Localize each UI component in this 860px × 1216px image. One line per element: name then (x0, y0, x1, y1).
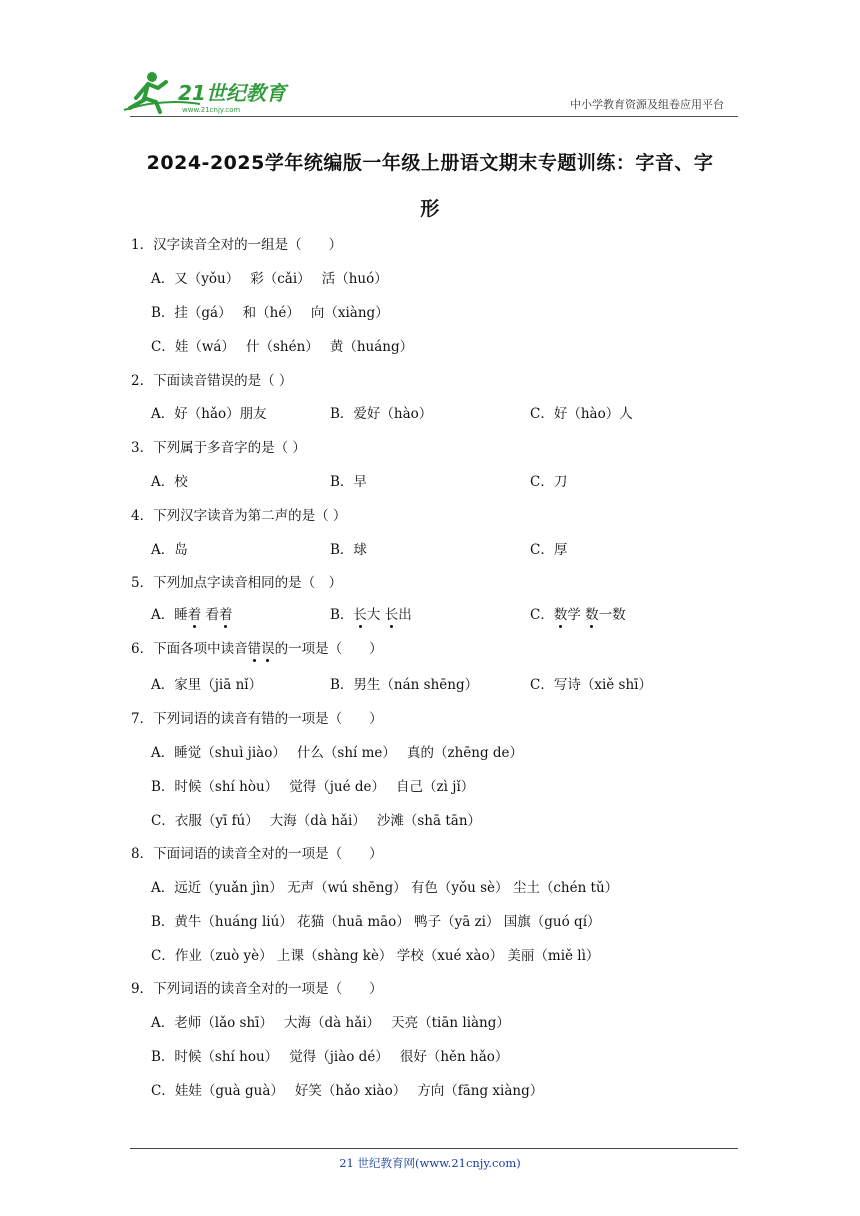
q4-option-a: A．岛 (151, 542, 188, 558)
question-5: 5．下列加点字读音相同的是（ ） (131, 575, 343, 591)
question-2: 2．下面读音错误的是（ ） (131, 373, 293, 389)
q1-option-b: B．挂（gá） 和（hé） 向（xiàng） (151, 305, 389, 321)
q6-option-c: C．写诗（xiě shī） (530, 677, 652, 693)
question-6: 6．下面各项中读音错误的一项是（ ） (131, 637, 383, 657)
logo-text: 21世纪教育 (178, 81, 286, 105)
q8-option-b: B．黄牛（huáng liú） 花猫（huā māo） 鸭子（yā zi） 国旗（guó qí） (151, 914, 601, 930)
q5-option-c: C．数学 数一数 (530, 603, 626, 623)
dotted-char: 着 (219, 603, 233, 623)
question-1: 1．汉字读音全对的一组是（ ） (131, 237, 343, 253)
page-title (130, 140, 730, 232)
question-4: 4．下列汉字读音为第二声的是（ ） (131, 508, 347, 524)
q2-option-a: A．好（hǎo）朋友 (151, 406, 267, 422)
q6-option-a: A．家里（jiā nǐ） (151, 677, 263, 693)
footer-link[interactable]: 21 世纪教育网(www.21cnjy.com) (339, 1156, 521, 1170)
question-7: 7．下列词语的读音有错的一项是（ ） (131, 711, 383, 727)
dotted-char: 数 (585, 603, 599, 623)
q3-option-a: A．校 (151, 474, 188, 490)
q9-option-b: B．时候（shí hou） 觉得（jiào dé） 很好（hěn hǎo） (151, 1049, 509, 1065)
brand-logo (122, 68, 322, 114)
q4-option-c: C．厚 (530, 542, 568, 558)
footer-divider (130, 1148, 738, 1149)
q7-option-b: B．时候（shí hòu） 觉得（jué de） 自己（zì jǐ） (151, 779, 475, 795)
question-3: 3．下列属于多音字的是（ ） (131, 440, 306, 456)
q2-option-b: B．爱好（hào） (330, 406, 433, 422)
question-9: 9．下列词语的读音全对的一项是（ ） (131, 981, 383, 997)
question-8: 8．下面词语的读音全对的一项是（ ） (131, 846, 383, 862)
dotted-char: 着 (188, 603, 202, 623)
platform-name: 中小学教育资源及组卷应用平台 (570, 98, 724, 111)
q2-option-c: C．好（hào）人 (530, 406, 633, 422)
q8-option-a: A．远近（yuǎn jìn） 无声（wú shēng） 有色（yǒu sè） 尘土（chén tǔ） (151, 880, 619, 896)
q3-option-c: C．刀 (530, 474, 568, 490)
q1-option-c: C．娃（wá） 什（shén） 黄（huáng） (151, 339, 414, 355)
q6-option-b: B．男生（nán shēng） (330, 677, 479, 693)
q5-option-b: B．长大 长出 (330, 603, 412, 623)
header-divider (130, 116, 738, 117)
dotted-char: 数 (554, 603, 568, 623)
q7-option-a: A．睡觉（shuì jiào） 什么（shí me） 真的（zhēng de） (151, 745, 524, 761)
page-header (122, 62, 738, 118)
title-line-1: 2024-2025学年统编版一年级上册语文期末专题训练：字音、字 (146, 152, 714, 174)
q5-option-a: A．睡着 看着 (151, 603, 233, 623)
q9-option-c: C．娃娃（guà guà） 好笑（hǎo xiào） 方向（fāng xiàng） (151, 1083, 544, 1099)
logo-subtext: www.21cnjy.com (182, 106, 241, 114)
dotted-char: 长 (385, 603, 399, 623)
q7-option-c: C．衣服（yī fú） 大海（dà hǎi） 沙滩（shā tān） (151, 813, 482, 829)
q3-option-b: B．早 (330, 474, 367, 490)
dotted-char: 误 (261, 637, 275, 657)
q9-option-a: A．老师（lǎo shī） 大海（dà hǎi） 天亮（tiān liàng） (151, 1015, 510, 1031)
q4-option-b: B．球 (330, 542, 367, 558)
dotted-char: 长 (353, 603, 367, 623)
q8-option-c: C．作业（zuò yè） 上课（shàng kè） 学校（xué xào） 美丽（miě lì） (151, 948, 600, 964)
q1-option-a: A．又（yǒu） 彩（cǎi） 活（huó） (151, 271, 388, 287)
title-line-2: 形 (420, 198, 440, 220)
dotted-char: 错 (248, 637, 262, 657)
